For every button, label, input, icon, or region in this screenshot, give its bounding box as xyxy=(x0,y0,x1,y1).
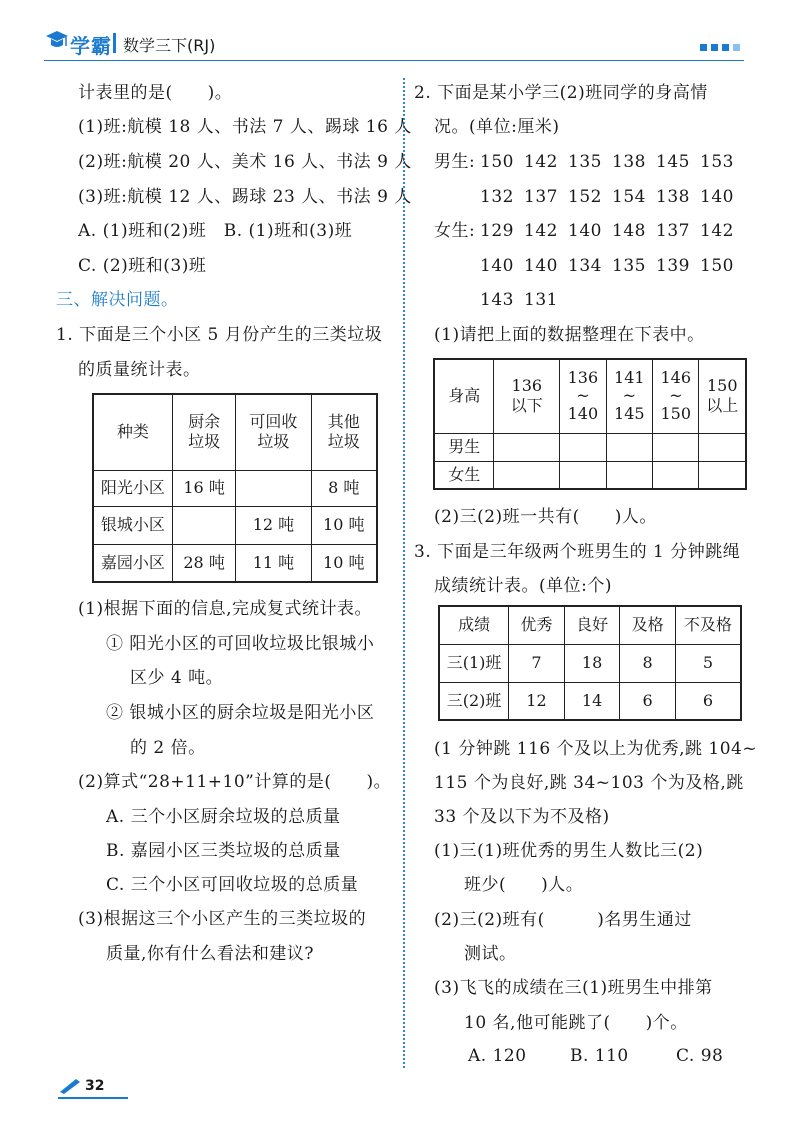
blank-cell[interactable] xyxy=(606,461,652,489)
header-rule xyxy=(44,60,744,61)
table-row xyxy=(434,433,746,461)
sub-question: 测试。 xyxy=(464,944,517,964)
height-value: 140 xyxy=(568,221,602,241)
table-cell: 嘉园小区 xyxy=(93,544,172,582)
text-line: (3)班:航模 12 人、踢球 23 人、书法 9 人 xyxy=(78,187,412,207)
rope-skipping-table xyxy=(438,605,742,721)
table-cell: 三(2)班 xyxy=(439,682,509,720)
table-cell: 阳光小区 xyxy=(93,470,172,506)
blank-cell[interactable] xyxy=(699,433,746,461)
table-header: 136 以下 xyxy=(494,359,560,433)
blank-cell[interactable] xyxy=(699,461,746,489)
choice-option: B. 嘉园小区三类垃圾的总质量 xyxy=(106,841,341,861)
table-row xyxy=(439,682,741,720)
table-cell: 11 吨 xyxy=(236,544,311,582)
text-line: (2)班:航模 20 人、美术 16 人、书法 9 人 xyxy=(78,152,412,172)
table-header: 146 ~ 150 xyxy=(653,359,699,433)
question-1-stem: 1. 下面是三个小区 5 月份产生的三类垃圾 xyxy=(56,325,383,345)
question-3-stem: 3. 下面是三年级两个班男生的 1 分钟跳绳 xyxy=(414,542,741,562)
footer-rule xyxy=(58,1097,128,1099)
choice-option: C. 三个小区可回收垃圾的总质量 xyxy=(106,875,359,895)
table-cell: 女生 xyxy=(434,461,494,489)
choice-option: A. (1)班和(2)班 B. (1)班和(3)班 xyxy=(78,221,353,241)
table-cell: 6 xyxy=(675,682,741,720)
height-value: 139 xyxy=(656,256,690,276)
table-header: 良好 xyxy=(564,606,620,644)
height-value: 152 xyxy=(568,187,602,207)
blank-cell[interactable] xyxy=(494,433,560,461)
height-value: 143 xyxy=(480,290,514,310)
question-3-stem: 成绩统计表。(单位:个) xyxy=(434,576,612,596)
table-header: 141 ~ 145 xyxy=(606,359,652,433)
height-value: 142 xyxy=(524,152,558,172)
graduation-cap-icon xyxy=(44,28,70,56)
note-line: 115 个为良好,跳 34~103 个为及格,跳 xyxy=(434,773,744,793)
table-row xyxy=(93,506,377,544)
table-header: 150 以上 xyxy=(699,359,746,433)
question-1-stem: 的质量统计表。 xyxy=(78,360,201,380)
blank-cell[interactable] xyxy=(606,433,652,461)
table-cell: 10 吨 xyxy=(311,506,377,544)
header-separator xyxy=(113,33,116,53)
blank-cell[interactable] xyxy=(172,506,236,544)
height-value: 140 xyxy=(700,187,734,207)
height-value: 150 xyxy=(700,256,734,276)
table-header: 136 ~ 140 xyxy=(560,359,606,433)
sub-question: 10 名,他可能跳了( )个。 xyxy=(464,1013,688,1033)
table-header: 及格 xyxy=(620,606,675,644)
page-title: 数学三下(RJ) xyxy=(123,36,216,55)
table-header: 其他 垃圾 xyxy=(311,394,377,470)
table-header: 种类 xyxy=(93,394,172,470)
table-cell: 16 吨 xyxy=(172,470,236,506)
choice-option: C. 98 xyxy=(676,1046,724,1066)
height-value: 145 xyxy=(656,152,690,172)
table-header: 身高 xyxy=(434,359,494,433)
sub-question: 班少( )人。 xyxy=(464,875,584,895)
height-value: 148 xyxy=(612,221,646,241)
question-2-stem: 况。(单位:厘米) xyxy=(434,117,560,137)
height-value: 142 xyxy=(524,221,558,241)
height-value: 135 xyxy=(612,256,646,276)
note-line: (1 分钟跳 116 个及以上为优秀,跳 104~ xyxy=(434,739,758,759)
sub-question: (2)算式“28+11+10”计算的是( )。 xyxy=(78,772,392,792)
table-cell: 12 吨 xyxy=(236,506,311,544)
table-cell: 28 吨 xyxy=(172,544,236,582)
question-2-stem: 2. 下面是某小学三(2)班同学的身高情 xyxy=(414,83,708,103)
sub-question: (2)三(2)班有( )名男生通过 xyxy=(434,910,692,930)
table-header: 优秀 xyxy=(509,606,565,644)
data-label: 女生: xyxy=(434,221,476,241)
column-divider xyxy=(403,78,405,1068)
choice-option: B. 110 xyxy=(570,1046,629,1066)
blank-cell[interactable] xyxy=(653,461,699,489)
blank-cell[interactable] xyxy=(560,461,606,489)
page-number: 32 xyxy=(85,1078,105,1094)
height-value: 142 xyxy=(700,221,734,241)
text-line: (1)班:航模 18 人、书法 7 人、踢球 16 人 xyxy=(78,117,412,137)
height-value: 138 xyxy=(612,152,646,172)
table-row xyxy=(93,544,377,582)
height-value: 129 xyxy=(480,221,514,241)
text-line: 的 2 倍。 xyxy=(130,738,206,758)
text-line: 区少 4 吨。 xyxy=(130,668,224,688)
table-cell: 18 xyxy=(564,644,620,682)
section-heading: 三、解决问题。 xyxy=(56,290,179,310)
sub-question: (3)根据这三个小区产生的三类垃圾的 xyxy=(78,909,367,929)
choice-option: A. 三个小区厨余垃圾的总质量 xyxy=(106,807,341,827)
table-cell: 8 xyxy=(620,644,675,682)
table-header: 不及格 xyxy=(675,606,741,644)
data-label: 男生: xyxy=(434,152,476,172)
height-value: 137 xyxy=(656,221,690,241)
table-cell: 6 xyxy=(620,682,675,720)
sub-question: (1)三(1)班优秀的男生人数比三(2) xyxy=(434,841,704,861)
sub-question: (1)根据下面的信息,完成复式统计表。 xyxy=(78,599,372,619)
height-table xyxy=(433,358,747,490)
table-cell: 12 xyxy=(509,682,565,720)
height-value: 140 xyxy=(524,256,558,276)
blank-cell[interactable] xyxy=(236,470,311,506)
height-value: 134 xyxy=(568,256,602,276)
height-value: 131 xyxy=(524,290,558,310)
pen-icon xyxy=(58,1076,82,1094)
height-value: 132 xyxy=(480,187,514,207)
height-value: 150 xyxy=(480,152,514,172)
table-row xyxy=(439,644,741,682)
sub-question: (3)飞飞的成绩在三(1)班男生中排第 xyxy=(434,978,713,998)
height-value: 137 xyxy=(524,187,558,207)
table-cell: 8 吨 xyxy=(311,470,377,506)
sub-question: 质量,你有什么看法和建议? xyxy=(106,944,315,964)
table-header: 可回收 垃圾 xyxy=(236,394,311,470)
sub-question: (2)三(2)班一共有( )人。 xyxy=(434,507,657,527)
height-value: 135 xyxy=(568,152,602,172)
text-line: 计表里的是( )。 xyxy=(78,83,233,103)
height-value: 140 xyxy=(480,256,514,276)
table-row xyxy=(434,461,746,489)
table-cell: 7 xyxy=(509,644,565,682)
text-line: ① 阳光小区的可回收垃圾比银城小 xyxy=(106,634,375,654)
table-cell: 14 xyxy=(564,682,620,720)
brand-logo: 学霸 xyxy=(70,34,112,58)
text-line: ② 银城小区的厨余垃圾是阳光小区 xyxy=(106,703,375,723)
note-line: 33 个及以下为不及格) xyxy=(434,807,610,827)
header-decoration xyxy=(700,44,740,51)
choice-option: A. 120 xyxy=(468,1046,527,1066)
table-cell: 10 吨 xyxy=(311,544,377,582)
table-header: 厨余 垃圾 xyxy=(172,394,236,470)
height-value: 153 xyxy=(700,152,734,172)
choice-option: C. (2)班和(3)班 xyxy=(78,256,207,276)
table-header: 成绩 xyxy=(439,606,509,644)
table-cell: 5 xyxy=(675,644,741,682)
table-cell: 银城小区 xyxy=(93,506,172,544)
blank-cell[interactable] xyxy=(494,461,560,489)
garbage-table xyxy=(92,393,378,583)
table-cell: 男生 xyxy=(434,433,494,461)
table-row xyxy=(93,470,377,506)
table-cell: 三(1)班 xyxy=(439,644,509,682)
height-value: 154 xyxy=(612,187,646,207)
sub-question: (1)请把上面的数据整理在下表中。 xyxy=(434,325,705,345)
blank-cell[interactable] xyxy=(653,433,699,461)
height-value: 138 xyxy=(656,187,690,207)
blank-cell[interactable] xyxy=(560,433,606,461)
